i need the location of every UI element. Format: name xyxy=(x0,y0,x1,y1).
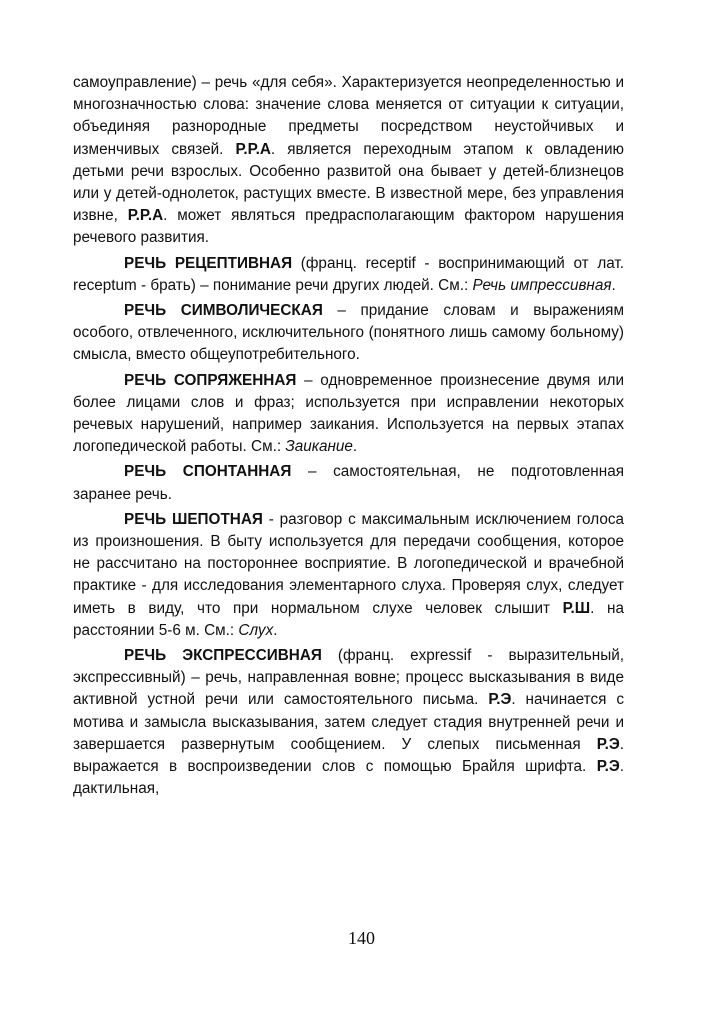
entry-term: РЕЧЬ ЭКСПРЕССИВНАЯ xyxy=(124,647,322,665)
text-run: . начинается с мотива и замысла высказывания, затем следует стадия внутренней речи и завершается развернутым сообщением. У слепых письменная xyxy=(73,691,624,753)
entry-rech-shepotnaya xyxy=(73,509,624,642)
abbreviation-rra: Р.Р.А xyxy=(235,140,271,158)
cross-reference: Заикание xyxy=(285,438,353,456)
page-number: 140 xyxy=(348,928,375,948)
entry-term: РЕЧЬ СОПРЯЖЕННАЯ xyxy=(124,371,297,389)
text-run: . xyxy=(273,621,278,639)
entry-term: РЕЧЬ РЕЦЕПТИВНАЯ xyxy=(124,254,293,272)
entry-term: РЕЧЬ СИМВОЛИЧЕСКАЯ xyxy=(124,302,323,320)
abbreviation-re: Р.Э xyxy=(596,735,620,753)
text-run: . xyxy=(611,276,616,294)
entry-definition: – придание словам и выражениям особого, отвлеченного, исключительного (понятного лишь самому больному) смысла, вместо общеупотребительного. xyxy=(73,302,624,364)
text-run: . на расстоянии 5-6 м. См.: xyxy=(73,599,624,639)
entry-rech-sopryazhennaya xyxy=(73,370,624,459)
entry-rech-retseptivnaya xyxy=(73,253,624,297)
paragraph-continuation xyxy=(73,72,624,250)
entry-rech-ekspressivnaya xyxy=(73,645,624,800)
cross-reference: Речь импрессивная xyxy=(472,276,612,294)
cross-reference: Слух xyxy=(238,621,274,639)
text-run: . дактильная, xyxy=(73,758,624,798)
abbreviation-re: Р.Э xyxy=(596,758,620,776)
entry-definition: - разговор с максимальным исключением голоса из произношения. В быту используется для передачи сообщения, которое не рассчитано на постороннее восприятие. В логопедической и врачебной практике - для исследования элементарного слуха. Проверяя слух, следует иметь в виду, что при нормальном слухе человек слышит xyxy=(73,510,624,617)
entry-definition: – самостоятельная, не подготовленная заранее речь. xyxy=(73,463,624,503)
abbreviation-rsh: Р.Ш xyxy=(562,599,591,617)
entry-definition: – одновременное произнесение двумя или более лицами слов и фраз; используется при исправлении некоторых речевых нарушений, например заикания. Используется на первых этапах логопедической работы. См.: xyxy=(73,371,624,456)
entry-term: РЕЧЬ СПОНТАННАЯ xyxy=(124,463,292,481)
text-run: самоуправление) – речь «для себя». Характеризуется неопределенностью и многозначностью слова: значение слова меняется от ситуации к ситуации, объединяя разнородные предметы посредством неустойчивых и изменчивых связей. xyxy=(73,74,624,158)
entry-term: РЕЧЬ ШЕПОТНАЯ xyxy=(124,510,263,528)
entry-rech-simvolicheskaya xyxy=(73,300,624,367)
abbreviation-rra: Р.Р.А xyxy=(127,207,164,225)
entry-rech-spontannaya xyxy=(73,461,624,505)
text-run: . может являться предрасполагающим фактором нарушения речевого развития. xyxy=(73,207,625,247)
entry-definition: (франц. expressif - выразительный, экспрессивный) – речь, направленная вовне; процесс высказывания в виде активной устной речи или самостоятельного письма. xyxy=(73,647,624,709)
text-run: . выражается в воспроизведении слов с помощью Брайля шрифта. xyxy=(73,735,624,776)
abbreviation-re: Р.Э xyxy=(488,691,512,709)
text-run: . xyxy=(352,438,358,456)
entry-definition: (франц. receptif - воспринимающий от лат. receptum - брать) – понимание речи других людей. См.: xyxy=(73,254,624,294)
text-run: . является переходным этапом к овладению детьми речи взрослых. Особенно развитой она бывает у детей-близнецов или у детей-однолеток, растущих вместе. В известной мере, без управления извне, xyxy=(73,140,624,225)
page-text xyxy=(73,72,624,804)
